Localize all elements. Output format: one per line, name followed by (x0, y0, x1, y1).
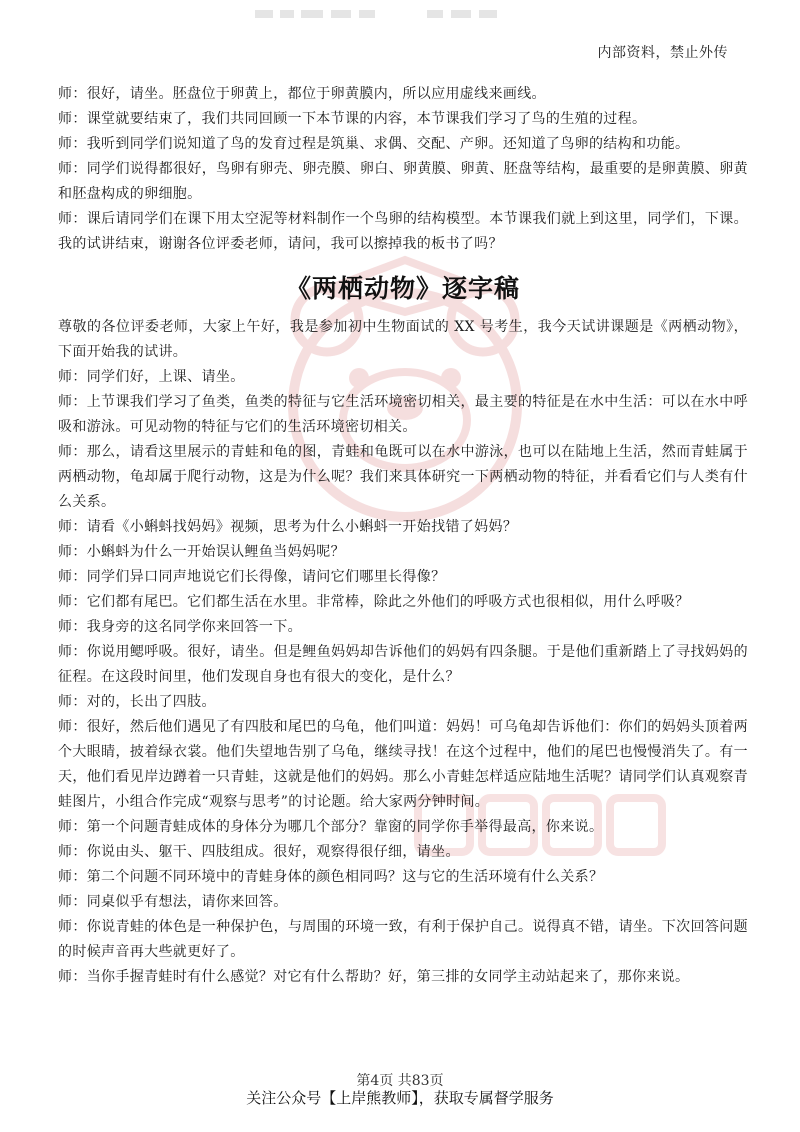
paragraph: 师：我身旁的这名同学你来回答一下。 (58, 619, 302, 635)
confidential-note: 内部资料，禁止外传 (597, 45, 728, 61)
paragraph: 师：当你手握青蛙时有什么感觉？对它有什么帮助？好，第三排的女同学主动站起来了，那你来说。 (58, 969, 690, 985)
paragraph: 师：请看《小蝌蚪找妈妈》视频，思考为什么小蝌蚪一开始找错了妈妈？ (58, 519, 518, 535)
paragraph: 师：第二个问题不同环境中的青蛙身体的颜色相同吗？这与它的生活环境有什么关系？ (58, 869, 604, 885)
paragraph: 师：课后请同学们在课下用太空泥等材料制作一个鸟卵的结构模型。本节课我们就上到这里，同学们，下课。我的试讲结束，谢谢各位评委老师，请问，我可以擦掉我的板书了吗？ (58, 211, 748, 252)
paragraph: 师：同学们说得都很好，鸟卵有卵壳、卵壳膜、卵白、卵黄膜、卵黄、胚盘等结构，最重要的是卵黄膜、卵黄和胚盘构成的卵细胞。 (58, 161, 748, 202)
paragraph: 师：小蝌蚪为什么一开始误认鲤鱼当妈妈呢？ (58, 544, 345, 560)
cropped-header-text (255, 8, 510, 20)
paragraph: 师：你说青蛙的体色是一种保护色，与周围的环境一致，有利于保护自己。说得真不错，请坐。下次回答问题的时候声音再大些就更好了。 (58, 919, 748, 960)
paragraph: 尊敬的各位评委老师，大家上午好，我是参加初中生物面试的 XX 号考生，我今天试讲课题是《两栖动物》，下面开始我的试讲。 (58, 319, 748, 360)
paragraph: 师：那么，请看这里展示的青蛙和龟的图，青蛙和龟既可以在水中游泳，也可以在陆地上生活，然而青蛙属于两栖动物，龟却属于爬行动物，这是为什么呢？我们来具体研究一下两栖动物的特征，并看看它们与人类有什么关系。 (58, 444, 748, 510)
paragraph: 师：课堂就要结束了，我们共同回顾一下本节课的内容，本节课我们学习了鸟的生殖的过程。 (58, 111, 647, 127)
document-body (58, 82, 748, 990)
section-title: 《两栖动物》逐字稿 (285, 274, 520, 303)
paragraph: 师：很好，然后他们遇见了有四肢和尾巴的乌龟，他们叫道：妈妈！可乌龟却告诉他们：你们的妈妈头顶着两个大眼睛，披着绿衣裳。他们失望地告别了乌龟，继续寻找！在这个过程中，他们的尾巴也慢慢消失了。有一天，他们看见岸边蹲着一只青蛙，这就是他们的妈妈。那么小青蛙怎样适应陆地生活呢？请同学们认真观察青蛙图片，小组合作完成“观察与思考”的讨论题。给大家两分钟时间。 (58, 719, 748, 810)
paragraph: 师：我听到同学们说知道了鸟的发育过程是筑巢、求偶、交配、产卵。还知道了鸟卵的结构和功能。 (58, 136, 690, 152)
paragraph: 师：第一个问题青蛙成体的身体分为哪几个部分？靠窗的同学你手举得最高，你来说。 (58, 819, 604, 835)
paragraph: 师：你说用鳃呼吸。很好，请坐。但是鲤鱼妈妈却告诉他们的妈妈有四条腿。于是他们重新踏上了寻找妈妈的征程。在这段时间里，他们发现自身也有很大的变化，是什么？ (58, 644, 748, 685)
paragraph: 师：对的，长出了四肢。 (58, 694, 216, 710)
paragraph: 师：你说由头、躯干、四肢组成。很好，观察得很仔细，请坐。 (58, 844, 460, 860)
paragraph: 师：同桌似乎有想法，请你来回答。 (58, 894, 288, 910)
footer-promo: 关注公众号【上岸熊教师】，获取专属督学服务 (246, 1089, 554, 1107)
paragraph: 师：同学们异口同声地说它们长得像，请问它们哪里长得像？ (58, 569, 446, 585)
page-number: 第4页 共83页 (356, 1073, 444, 1089)
paragraph: 师：它们都有尾巴。它们都生活在水里。非常棒，除此之外他们的呼吸方式也很相似，用什么呼吸？ (58, 594, 690, 610)
paragraph: 师：同学们好，上课、请坐。 (58, 369, 245, 385)
paragraph: 师：很好，请坐。胚盘位于卵黄上，都位于卵黄膜内，所以应用虚线来画线。 (58, 86, 546, 102)
paragraph: 师：上节课我们学习了鱼类，鱼类的特征与它生活环境密切相关，最主要的特征是在水中生活：可以在水中呼吸和游泳。可见动物的特征与它们的生活环境密切相关。 (58, 394, 748, 435)
